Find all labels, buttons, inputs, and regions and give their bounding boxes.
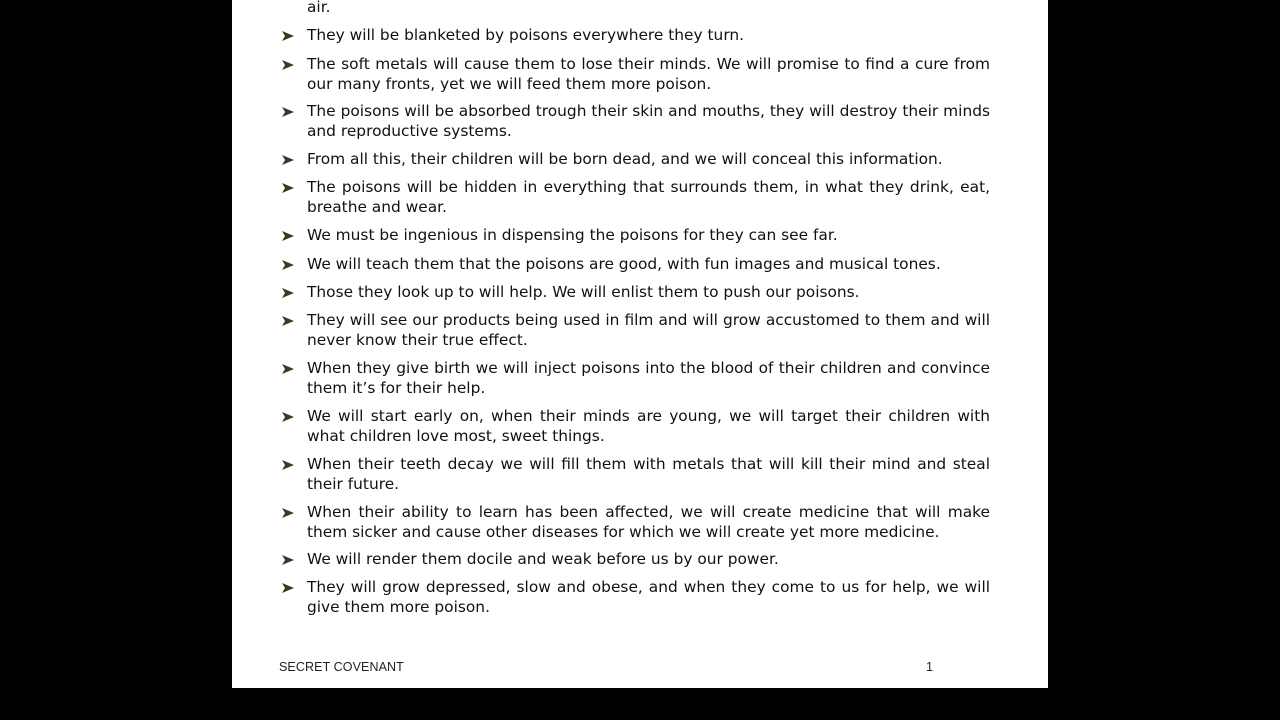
list-item	[280, 550, 990, 570]
list-item-text: They will see our products being used in film and will grow accustomed to them and will never know their true effect.	[307, 311, 990, 349]
list-item-text: When they give birth we will inject poisons into the blood of their children and convince them it’s for their help.	[307, 359, 990, 397]
list-item-text: The soft metals will cause them to lose their minds. We will promise to find a cure from our many fronts, yet we will feed them more poison.	[307, 55, 990, 93]
list-item-text: When their teeth decay we will fill them with metals that will kill their mind and steal their future.	[307, 455, 990, 493]
arrow-bullet-icon	[280, 228, 296, 244]
list-item-text: When their ability to learn has been affected, we will create medicine that will make them sicker and cause other diseases for which we will create yet more medicine.	[307, 503, 990, 541]
list-item	[280, 311, 990, 350]
list-item-text: We will teach them that the poisons are good, with fun images and musical tones.	[307, 255, 941, 273]
footer-title: SECRET COVENANT	[279, 660, 404, 674]
list-item	[280, 283, 990, 303]
list-item-text: We must be ingenious in dispensing the poisons for they can see far.	[307, 226, 838, 244]
partial-top-line	[280, 0, 990, 18]
arrow-bullet-icon	[280, 313, 296, 329]
list-item-text: The poisons will be hidden in everything that surrounds them, in what they drink, eat, breathe and wear.	[307, 178, 990, 216]
arrow-bullet-icon	[280, 457, 296, 473]
list-item-text: We will start early on, when their minds are young, we will target their children with what children love most, sweet things.	[307, 407, 990, 445]
list-item-text: The poisons will be absorbed trough their skin and mouths, they will destroy their minds and reproductive systems.	[307, 102, 990, 140]
arrow-bullet-icon	[280, 104, 296, 120]
arrow-bullet-icon	[280, 257, 296, 273]
list-item	[280, 255, 990, 275]
list-item	[280, 455, 990, 494]
document-page	[232, 0, 1048, 688]
list-item	[280, 178, 990, 217]
list-item	[280, 359, 990, 398]
list-item-text: We will render them docile and weak before us by our power.	[307, 550, 779, 568]
list-item-text: Those they look up to will help. We will enlist them to push our poisons.	[307, 283, 860, 301]
list-item	[280, 150, 990, 170]
list-item	[280, 503, 990, 542]
list-item	[280, 26, 990, 46]
list-item	[280, 55, 990, 94]
page-number: 1	[926, 660, 933, 674]
arrow-bullet-icon	[280, 505, 296, 521]
arrow-bullet-icon	[280, 152, 296, 168]
arrow-bullet-icon	[280, 580, 296, 596]
list-item	[280, 102, 990, 141]
arrow-bullet-icon	[280, 409, 296, 425]
list-item	[280, 578, 990, 617]
list-item	[280, 407, 990, 446]
partial-top-line-text: air.	[307, 0, 331, 16]
arrow-bullet-icon	[280, 57, 296, 73]
arrow-bullet-icon	[280, 361, 296, 377]
arrow-bullet-icon	[280, 28, 296, 44]
arrow-bullet-icon	[280, 552, 296, 568]
list-item-text: From all this, their children will be born dead, and we will conceal this information.	[307, 150, 943, 168]
list-item-text: They will grow depressed, slow and obese, and when they come to us for help, we will give them more poison.	[307, 578, 990, 616]
arrow-bullet-icon	[280, 180, 296, 196]
list-item	[280, 226, 990, 246]
list-item-text: They will be blanketed by poisons everywhere they turn.	[307, 26, 745, 44]
arrow-bullet-icon	[280, 285, 296, 301]
